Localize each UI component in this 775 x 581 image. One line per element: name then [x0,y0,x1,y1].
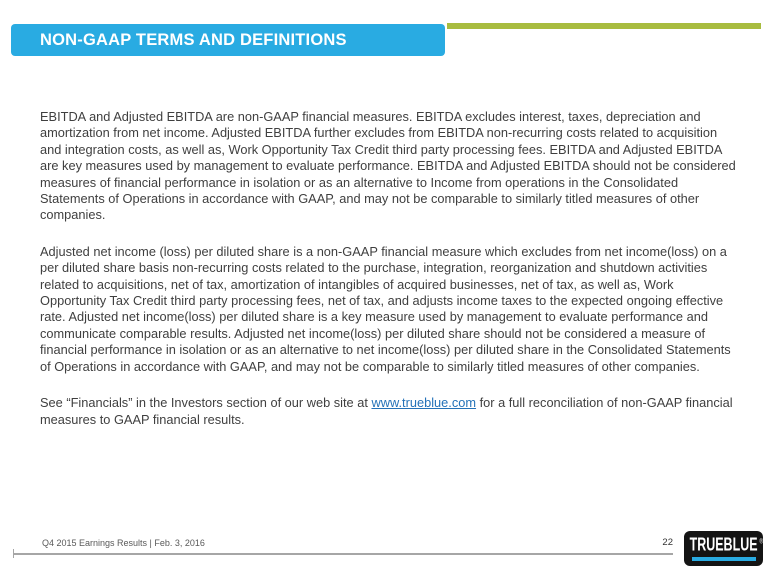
page-number: 22 [662,537,673,548]
page-title: NON-GAAP TERMS AND DEFINITIONS [40,30,347,49]
footer-rule [13,553,673,555]
body-paragraph-2: Adjusted net income (loss) per diluted share is a non-GAAP financial measure which excludes from net income(loss) on a per diluted share basis non-recurring costs related to the purchase, integration, reorganization and shutdown activities related to acquisitions, net of tax, amortization of intangibles of acquired businesses, net of tax, as well as, Work Opportunity Tax Credit third party processing fees, net of tax, and adjusts income taxes to the expected ongoing effective rate. Adjusted net income(loss) per diluted share is a key measure used by management to evaluate performance and communicate comparable results. Adjusted net income(loss) per diluted share should not be considered a measure of financial performance in isolation or as an alternative to net income(loss) per diluted share in the Consolidated Statements of Operations in accordance with GAAP, and may not be comparable to similarly titled measures of other companies. [40,243,731,374]
body-text-block [40,109,740,428]
trueblue-logo-text [689,535,763,556]
body-paragraph-3-after-link: for a full reconciliation of non-GAAP financial measures to GAAP financial results. [40,395,733,427]
footer-text: Q4 2015 Earnings Results | Feb. 3, 2016 [42,538,205,548]
trueblue-logo [684,531,763,566]
slide-title-bar [11,24,445,56]
trueblue-logo-wordmark: TRUEBLUE [689,535,758,556]
body-paragraph-3-before-link: See “Financials” in the Investors section of our web site at [40,395,372,411]
trueblue-website-link[interactable]: www.trueblue.com [371,395,477,411]
body-paragraph-1: EBITDA and Adjusted EBITDA are non-GAAP financial measures. EBITDA excludes interest, taxes, depreciation and amortization from net income. Adjusted EBITDA further excludes from EBITDA non-recurring costs related to acquisition and integration costs, as well as, Work Opportunity Tax Credit third party processing fees. EBITDA and Adjusted EBITDA are key measures used by management to evaluate performance. EBITDA and Adjusted EBITDA should not be considered measures of financial performance in isolation or as an alternative to Income from operations in the Consolidated Statements of Operations in accordance with GAAP, and may not be comparable to similarly titled measures of other companies. [40,109,736,223]
registered-trademark-icon: ® [759,539,763,546]
accent-bar [447,23,761,29]
footer-rule-tick [13,549,14,558]
body-paragraph-3 [40,395,740,428]
trueblue-logo-underline [692,557,756,561]
